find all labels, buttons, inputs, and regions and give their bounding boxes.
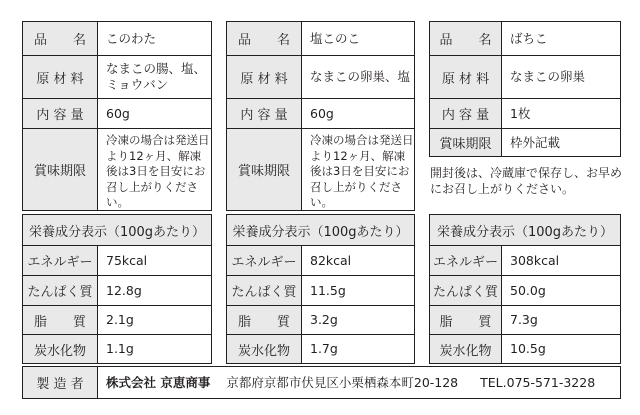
protein-label: たんぱく質 [227,276,302,305]
volume-value: 60g [106,105,130,121]
energy-value: 82kcal [310,252,352,268]
volume-label: 内 容 量 [23,99,98,128]
best-before-row [227,128,414,210]
energy-row [23,245,211,275]
volume-value: 1枚 [510,105,531,121]
best-before-row [430,128,620,156]
fat-label: 脂 質 [227,306,302,334]
volume-value: 60g [310,105,334,121]
company-tel: TEL.075-571-3228 [480,374,596,390]
name-label: 品 名 [23,22,98,55]
carbs-label: 炭水化物 [430,335,502,363]
protein-label: たんぱく質 [23,276,98,305]
fat-row [23,305,211,334]
energy-row [430,245,620,275]
carbs-value: 10.5g [510,341,546,356]
nutrition-table-3 [429,214,621,364]
protein-row [227,275,414,305]
ingredients-value: なまこの腸、塩、ミョウバン [106,61,207,92]
carbs-row [23,334,211,363]
name-label: 品 名 [227,22,302,55]
protein-row [430,275,620,305]
ingredients-label: 原 材 料 [23,56,98,98]
carbs-value: 1.7g [310,341,338,356]
nutrition-header: 栄養成分表示（100gあたり） [23,215,211,245]
protein-value: 12.8g [106,282,142,298]
carbs-value: 1.1g [106,341,134,356]
best-before-label: 賞味期限 [23,129,98,210]
product-table-1 [22,21,212,211]
protein-value: 11.5g [310,282,346,298]
ingredients-row [430,55,620,98]
volume-row [430,98,620,128]
volume-label: 内 容 量 [227,99,302,128]
company-name: 株式会社 京恵商事 [106,374,211,390]
nutrition-header: 栄養成分表示（100gあたり） [227,215,414,245]
energy-label: エネルギー [430,246,502,275]
volume-row [227,98,414,128]
nutrition-header: 栄養成分表示（100gあたり） [430,215,620,245]
manufacturer-label: 製 造 者 [23,367,98,398]
energy-value: 75kcal [106,252,148,268]
volume-row [23,98,211,128]
volume-label: 内 容 量 [430,99,502,128]
ingredients-label: 原 材 料 [227,56,302,98]
best-before-row [23,128,211,210]
name-label: 品 名 [430,22,502,55]
manufacturer-info [98,367,620,398]
nutrition-table-2 [226,214,415,364]
energy-row [227,245,414,275]
carbs-row [430,334,620,363]
best-before-value: 枠外記載 [510,134,561,150]
name-row [23,22,211,55]
best-before-value: 冷凍の場合は発送日より12ヶ月、解凍後は3日を目安にお召し上がりください。 [106,133,210,209]
product-name: ばちこ [510,30,548,46]
product-name: このわた [106,30,157,46]
fat-label: 脂 質 [430,306,502,334]
fat-value: 7.3g [510,312,538,327]
fat-row [227,305,414,334]
product-table-2 [226,21,415,211]
carbs-row [227,334,414,363]
ingredients-value: なまこの卵巣、塩 [310,69,411,84]
energy-value: 308kcal [510,252,560,268]
fat-value: 3.2g [310,312,338,327]
ingredients-row [23,55,211,98]
best-before-label: 賞味期限 [227,129,302,210]
storage-note: 開封後は、冷蔵庫で保存し、お早めにお召し上がりください。 [430,166,623,196]
ingredients-row [227,55,414,98]
nutrition-table-1 [22,214,212,364]
protein-value: 50.0g [510,282,546,298]
best-before-label: 賞味期限 [430,129,502,156]
carbs-label: 炭水化物 [23,335,98,363]
protein-row [23,275,211,305]
fat-label: 脂 質 [23,306,98,334]
product-name: 塩このこ [310,30,361,46]
carbs-label: 炭水化物 [227,335,302,363]
name-row [430,22,620,55]
protein-label: たんぱく質 [430,276,502,305]
product-table-3 [429,21,621,157]
fat-value: 2.1g [106,312,134,327]
name-row [227,22,414,55]
energy-label: エネルギー [23,246,98,275]
ingredients-label: 原 材 料 [430,56,502,98]
ingredients-value: なまこの卵巣 [510,69,586,84]
company-address: 京都府京都市伏見区小栗栖森本町20-128 [226,374,459,390]
fat-row [430,305,620,334]
manufacturer-row [22,366,621,399]
energy-label: エネルギー [227,246,302,275]
best-before-value: 冷凍の場合は発送日より12ヶ月、解凍後は3日を目安にお召し上がりください。 [310,133,414,209]
